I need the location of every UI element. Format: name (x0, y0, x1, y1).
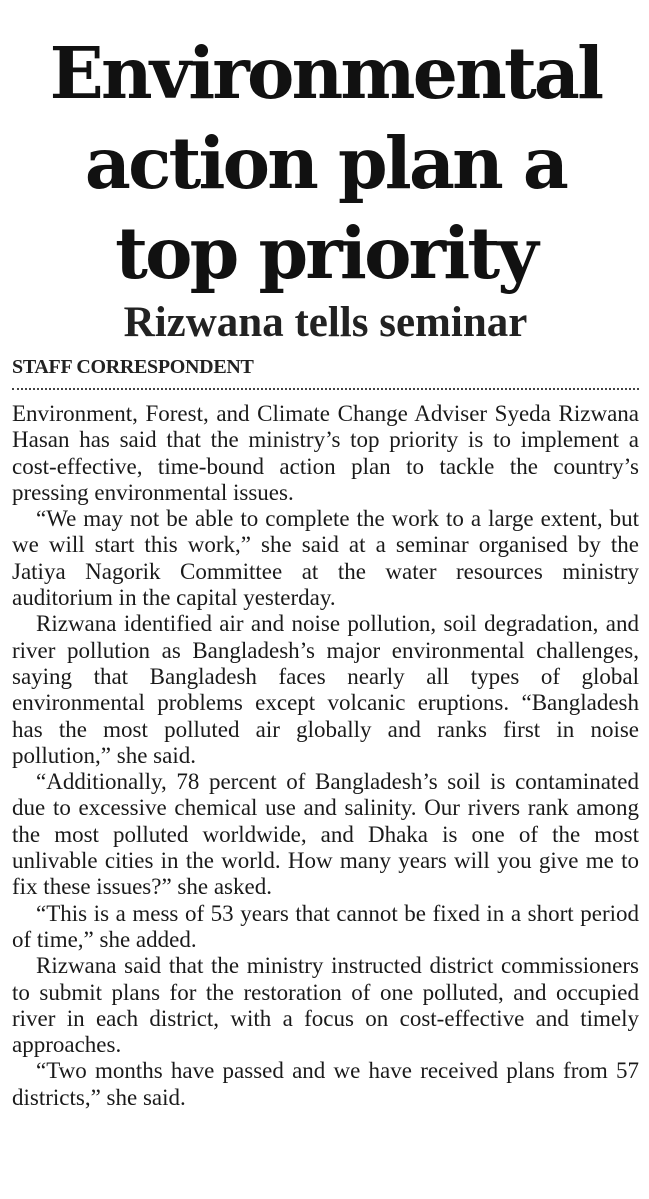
paragraph-1: Environment, Forest, and Climate Change Adviser Syeda Rizwana Hasan has said that the ministry’s top priority is to implement a cost-effective, time-bound action plan to tackle the country’s pressing environmental issues. (12, 401, 639, 505)
headline (12, 28, 639, 298)
subheadline: Rizwana tells seminar (123, 299, 528, 346)
article-body (12, 401, 639, 1111)
paragraph-7: “Two months have passed and we have received plans from 57 districts,” she said. (12, 1058, 639, 1110)
paragraph-2: “We may not be able to complete the work to a large extent, but we will start this work,” she said at a seminar organised by the Jatiya Nagorik Committee at the water resources ministry auditorium in the capital yesterday. (12, 506, 639, 611)
headline-line-2: action plan a (84, 121, 567, 205)
headline-line-1: Environmental (49, 31, 602, 115)
paragraph-5: “This is a mess of 53 years that cannot be fixed in a short period of time,” she added. (12, 900, 639, 952)
paragraph-4: “Additionally, 78 percent of Bangladesh’s soil is contaminated due to excessive chemical use and salinity. Our rivers rank among the most polluted worldwide, and Dhaka is one of the most unlivable cities in the world. How many years will you give me to fix these issues?” she asked. (12, 769, 639, 900)
paragraph-6: Rizwana said that the ministry instructed district commissioners to submit plans for the restoration of one polluted, and occupied river in each district, with a focus on cost-effective and timely approaches. (12, 953, 639, 1058)
headline-line-3: top priority (115, 211, 536, 295)
paragraph-3: Rizwana identified air and noise pollution, soil degradation, and river pollution as Bangladesh’s major environmental challenges, saying that Bangladesh faces nearly all types of global environmental problems except volcanic eruptions. “Bangladesh has the most polluted air globally and ranks first in noise pollution,” she said. (12, 611, 639, 768)
byline: STAFF CORRESPONDENT (12, 356, 254, 378)
dotted-divider (12, 388, 639, 390)
